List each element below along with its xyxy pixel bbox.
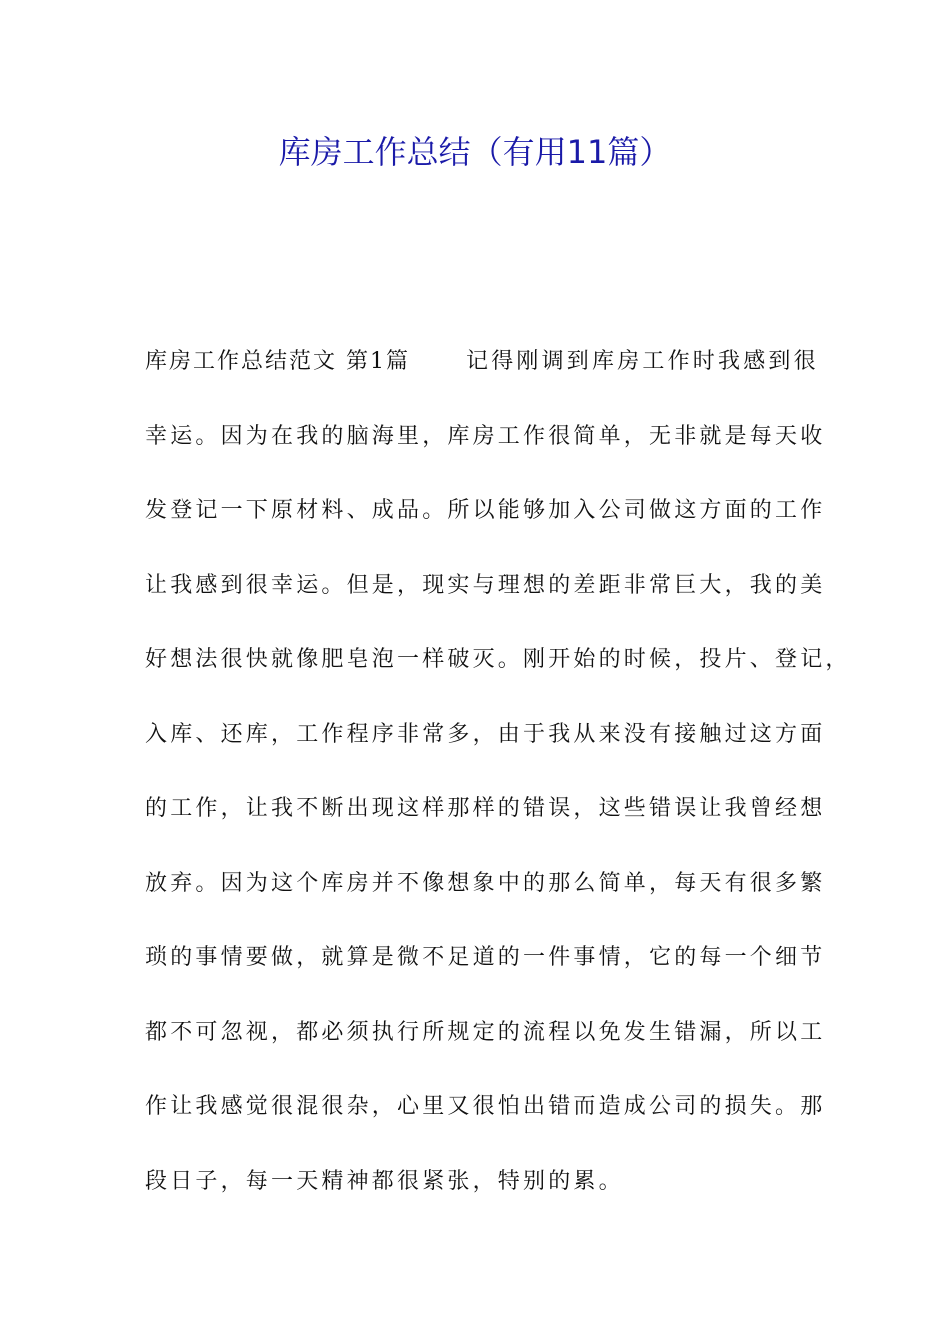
section-label: 库房工作总结范文 第1篇 — [145, 349, 410, 374]
paragraph-line: 琐的事情要做，就算是微不足道的一件事情，它的每一个细节 — [145, 945, 826, 970]
paragraph-line: 的工作，让我不断出现这样那样的错误，这些错误让我曾经想 — [145, 796, 826, 821]
paragraph-line: 都不可忽视，都必须执行所规定的流程以免发生错漏，所以工 — [145, 1019, 826, 1045]
paragraph-line: 幸运。因为在我的脑海里，库房工作很简单，无非就是每天收 — [145, 423, 826, 449]
paragraph-line — [145, 338, 825, 413]
document-title: 库房工作总结（有用11篇） — [278, 133, 672, 171]
paragraph-line: 发登记一下原材料、成品。所以能够加入公司做这方面的工作 — [145, 498, 826, 523]
paragraph-line: 放弃。因为这个库房并不像想象中的那么简单，每天有很多繁 — [145, 870, 826, 896]
body-text — [145, 338, 851, 1232]
paragraph-line: 段日子，每一天精神都很紧张，特别的累。 — [145, 1168, 624, 1194]
paragraph-line: 作让我感觉很混很杂，心里又很怕出错而造成公司的损失。那 — [145, 1094, 826, 1119]
paragraph-line: 入库、还库，工作程序非常多，由于我从来没有接触过这方面 — [145, 721, 826, 747]
paragraph-line-text: 记得刚调到库房工作时我感到很 — [466, 349, 819, 374]
paragraph-line: 让我感到很幸运。但是，现实与理想的差距非常巨大，我的美 — [145, 572, 826, 598]
paragraph-line: 好想法很快就像肥皂泡一样破灭。刚开始的时候，投片、登记， — [145, 647, 851, 672]
